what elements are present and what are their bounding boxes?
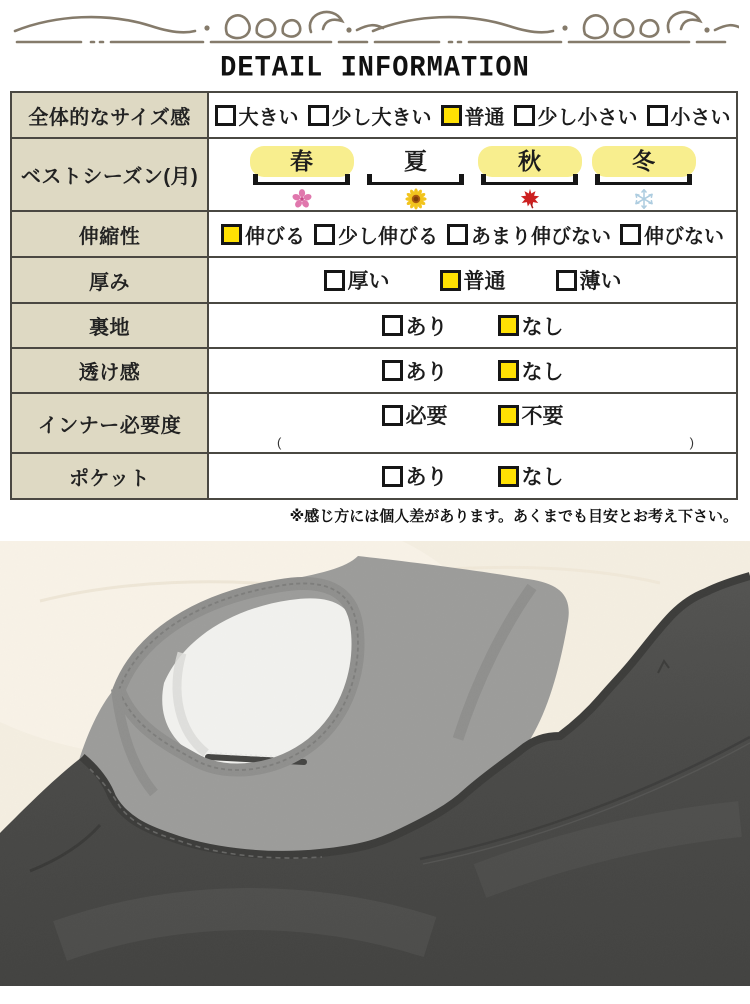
checkbox-unchecked-icon: [324, 270, 345, 291]
option-unchecked: [447, 220, 611, 249]
row-label-stretch: 伸縮性: [12, 212, 209, 256]
checkbox-checked-icon: [441, 105, 462, 126]
decorative-flourish: [11, 4, 739, 50]
option-label: 不要: [521, 405, 564, 428]
checkbox-unchecked-icon: [514, 105, 535, 126]
option-label: 厚い: [347, 270, 390, 293]
checkbox-checked-icon: [498, 360, 519, 381]
season-label: 夏: [404, 148, 427, 174]
row-content-size: [209, 93, 736, 137]
paren-open: (: [277, 435, 282, 450]
season-bracket: [595, 174, 693, 185]
detail-table: [10, 91, 738, 500]
option-label: 少し伸びる: [338, 225, 438, 248]
checkbox-unchecked-icon: [620, 224, 641, 245]
checkbox-unchecked-icon: [647, 105, 668, 126]
option-label: 伸びる: [245, 225, 305, 248]
options-group: [382, 356, 564, 386]
option-label: あり: [405, 315, 448, 339]
table-row-lining: [12, 304, 736, 349]
season-bracket: [367, 174, 465, 185]
checkbox-unchecked-icon: [308, 105, 329, 126]
options-group: [382, 461, 564, 491]
row-label-inner: インナー必要度: [12, 394, 209, 452]
checkbox-unchecked-icon: [382, 466, 403, 487]
table-row-sheerness: [12, 349, 736, 394]
option-label: 小さい: [670, 106, 731, 129]
table-row-thickness: [12, 258, 736, 304]
checkbox-unchecked-icon: [382, 405, 403, 426]
option-label: 薄い: [579, 270, 622, 293]
row-content-season: [209, 139, 736, 210]
table-row-stretch: [12, 212, 736, 258]
option-unchecked: [620, 220, 724, 249]
option-label: 普通: [463, 270, 506, 293]
product-detail-page: [0, 4, 750, 1004]
row-content-thickness: [209, 258, 736, 302]
option-checked: [498, 356, 564, 386]
option-unchecked: [308, 101, 432, 130]
option-unchecked: [514, 101, 638, 130]
option-unchecked: [314, 220, 438, 249]
option-label: 必要: [405, 405, 448, 428]
table-row-size: [12, 93, 736, 139]
checkbox-unchecked-icon: [447, 224, 468, 245]
option-label: 少し大きい: [331, 106, 432, 129]
row-label-sheerness: 透け感: [12, 349, 209, 392]
checkbox-checked-icon: [498, 405, 519, 426]
option-label: 少し小さい: [537, 106, 638, 129]
row-label-thickness: 厚み: [12, 258, 209, 302]
row-content-pocket: [209, 454, 736, 498]
season-3: [478, 146, 582, 210]
table-row-pocket: [12, 454, 736, 498]
row-content-stretch: [209, 212, 736, 256]
season-label-highlighted: 秋: [478, 146, 582, 177]
option-label: なし: [521, 466, 564, 489]
options-group: [382, 311, 564, 341]
checkbox-checked-icon: [221, 224, 242, 245]
cherry-blossom-icon: [291, 188, 313, 210]
option-unchecked: [647, 101, 731, 130]
option-unchecked: [556, 265, 622, 295]
season-label-highlighted: 春: [250, 146, 354, 177]
checkbox-unchecked-icon: [215, 105, 236, 126]
option-checked: [221, 220, 305, 249]
option-label: 普通: [464, 106, 505, 129]
maple-leaf-icon: [519, 188, 541, 210]
sunflower-icon: [405, 188, 427, 210]
table-row-inner: [12, 394, 736, 454]
row-content-sheerness: [209, 349, 736, 392]
checkbox-unchecked-icon: [382, 360, 403, 381]
note-parentheses: [277, 435, 694, 450]
row-content-inner: [209, 394, 736, 452]
option-label: 大きい: [238, 106, 299, 129]
option-checked: [498, 461, 564, 491]
snowflake-icon: [633, 188, 655, 210]
season-bracket: [481, 174, 579, 185]
options-group: [221, 220, 724, 249]
row-label-pocket: ポケット: [12, 454, 209, 498]
option-unchecked: [382, 461, 448, 491]
season-2: [364, 146, 468, 210]
checkbox-checked-icon: [440, 270, 461, 291]
checkbox-checked-icon: [498, 466, 519, 487]
page-title: DETAIL INFORMATION: [220, 52, 530, 86]
paren-close: ): [689, 435, 694, 450]
option-checked: [440, 265, 506, 295]
checkbox-checked-icon: [498, 315, 519, 336]
disclaimer-note: ※感じ方には個人差があります。あくまでも目安とお考え下さい。: [289, 508, 738, 525]
option-label: あり: [405, 466, 448, 489]
option-unchecked: [215, 101, 299, 130]
season-bracket: [253, 174, 351, 185]
season-options: [250, 139, 696, 210]
option-label: なし: [521, 315, 564, 339]
table-row-season: [12, 139, 736, 212]
row-content-lining: [209, 304, 736, 347]
row-label-season: ベストシーズン(月): [12, 139, 209, 210]
option-label: あまり伸びない: [471, 225, 611, 248]
checkbox-unchecked-icon: [556, 270, 577, 291]
option-checked: [441, 101, 505, 130]
product-photo: [0, 541, 750, 986]
row-label-lining: 裏地: [12, 304, 209, 347]
row-label-size: 全体的なサイズ感: [12, 93, 209, 137]
options-group: [382, 400, 564, 430]
option-label: 伸びない: [644, 225, 724, 248]
options-group: [324, 265, 622, 295]
option-unchecked: [324, 265, 390, 295]
option-label: なし: [521, 360, 564, 384]
option-checked: [498, 311, 564, 341]
season-4: [592, 146, 696, 210]
option-unchecked: [382, 400, 448, 430]
options-group: [215, 101, 731, 130]
option-label: あり: [405, 360, 448, 384]
option-checked: [498, 400, 564, 430]
season-label-highlighted: 冬: [592, 146, 696, 177]
option-unchecked: [382, 356, 448, 386]
checkbox-unchecked-icon: [314, 224, 335, 245]
option-unchecked: [382, 311, 448, 341]
season-1: [250, 146, 354, 210]
checkbox-unchecked-icon: [382, 315, 403, 336]
